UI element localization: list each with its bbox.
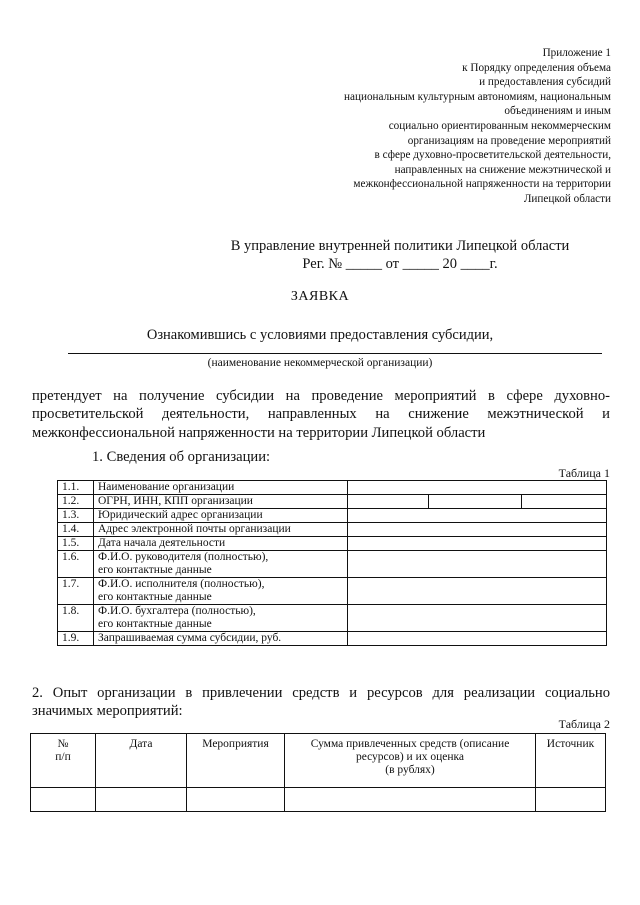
header-date: Дата (96, 734, 187, 788)
empty-cell[interactable] (31, 788, 96, 812)
row-label-line: его контактные данные (98, 591, 212, 603)
empty-cell[interactable] (536, 788, 606, 812)
table-row (58, 578, 607, 605)
row-label-line: Ф.И.О. исполнителя (полностью), (98, 578, 265, 590)
header-number-line: п/п (55, 751, 71, 763)
value-cell[interactable] (348, 578, 607, 605)
table-row (31, 788, 606, 812)
table-row (58, 481, 607, 495)
value-cell[interactable] (348, 551, 607, 578)
header-source: Источник (536, 734, 606, 788)
inn-cell[interactable] (429, 495, 522, 509)
value-cell[interactable] (348, 509, 607, 523)
section2-title: 2. Опыт организации в привлечении средств и ресурсов для реализации социально значимых мероприятий: (32, 685, 610, 720)
header-sum-line: ресурсов) и их оценка (355, 751, 465, 763)
row-label-line: Ф.И.О. руководителя (полностью), (98, 551, 269, 563)
addressee-line: В управление внутренней политики Липецкой области (230, 238, 570, 254)
row-number: 1.8. (58, 605, 94, 632)
row-label (94, 605, 348, 632)
row-number: 1.5. (58, 537, 94, 551)
row-number: 1.3. (58, 509, 94, 523)
table1-label: Таблица 1 (558, 466, 610, 480)
row-number: 1.6. (58, 551, 94, 578)
row-label: Юридический адрес организации (94, 509, 348, 523)
row-label: Дата начала деятельности (94, 537, 348, 551)
header-event: Мероприятия (187, 734, 285, 788)
table-row (58, 632, 607, 646)
row-label (94, 551, 348, 578)
row-number: 1.1. (58, 481, 94, 495)
appendix-line: Липецкой области (523, 192, 611, 205)
appendix-line: социально ориентированным некоммерческим (388, 119, 611, 132)
appendix-line: объединениям и иным (504, 105, 611, 118)
row-label (94, 578, 348, 605)
header-sum-line: (в рублях) (385, 764, 435, 776)
table-row (58, 537, 607, 551)
row-label: Наименование организации (94, 481, 348, 495)
table-row (58, 495, 607, 509)
row-label: Запрашиваемая сумма субсидии, руб. (94, 632, 348, 646)
header-number (31, 734, 96, 788)
header-number-line: № (57, 738, 69, 750)
document-title: ЗАЯВКА (290, 289, 350, 304)
table-row (58, 523, 607, 537)
row-number: 1.4. (58, 523, 94, 537)
appendix-line: Приложение 1 (542, 47, 611, 59)
value-cell[interactable] (348, 481, 607, 495)
claim-paragraph: претендует на получение субсидии на проведение мероприятий в сфере духовно-просветительской деятельности, направленных на снижение межэтнической и межконфессиональной напряженности на территории Липецкой области (32, 388, 610, 441)
empty-cell[interactable] (187, 788, 285, 812)
experience-table (30, 733, 606, 812)
table2-label: Таблица 2 (558, 717, 610, 731)
value-cell[interactable] (348, 605, 607, 632)
row-label: ОГРН, ИНН, КПП организации (94, 495, 348, 509)
appendix-line: направленных на снижение межэтнической и (394, 163, 611, 176)
appendix-header (251, 46, 611, 207)
registration-line: Рег. № _____ от _____ 20 ____г. (302, 256, 498, 272)
row-number: 1.7. (58, 578, 94, 605)
row-label-line: Ф.И.О. бухгалтера (полностью), (98, 605, 256, 617)
kpp-cell[interactable] (522, 495, 607, 509)
table-header-row (31, 734, 606, 788)
row-label-line: его контактные данные (98, 564, 212, 576)
value-cell[interactable] (348, 537, 607, 551)
organization-name-caption: (наименование некоммерческой организации) (207, 357, 433, 369)
intro-text: Ознакомившись с условиями предоставления субсидии, (146, 327, 494, 343)
row-label-line: его контактные данные (98, 618, 212, 630)
empty-cell[interactable] (96, 788, 187, 812)
header-sum-line: Сумма привлеченных средств (описание (310, 738, 510, 750)
appendix-line: организациям на проведение мероприятий (407, 134, 611, 147)
organization-name-line[interactable] (68, 353, 602, 354)
appendix-line: межконфессиональной напряженности на территории (353, 178, 611, 191)
appendix-line: к Порядку определения объема (462, 61, 611, 74)
organization-info-table (57, 480, 607, 646)
appendix-line: национальным культурным автономиям, национальным (344, 90, 611, 103)
table-row (58, 509, 607, 523)
table-row (58, 605, 607, 632)
ogrn-cell[interactable] (348, 495, 429, 509)
row-label: Адрес электронной почты организации (94, 523, 348, 537)
value-cell[interactable] (348, 632, 607, 646)
table-row (58, 551, 607, 578)
empty-cell[interactable] (285, 788, 536, 812)
row-number: 1.2. (58, 495, 94, 509)
appendix-line: и предоставления субсидий (479, 76, 611, 89)
row-number: 1.9. (58, 632, 94, 646)
value-cell[interactable] (348, 523, 607, 537)
header-sum (285, 734, 536, 788)
section1-title: 1. Сведения об организации: (92, 449, 271, 465)
appendix-line: в сфере духовно-просветительской деятельности, (374, 149, 611, 162)
